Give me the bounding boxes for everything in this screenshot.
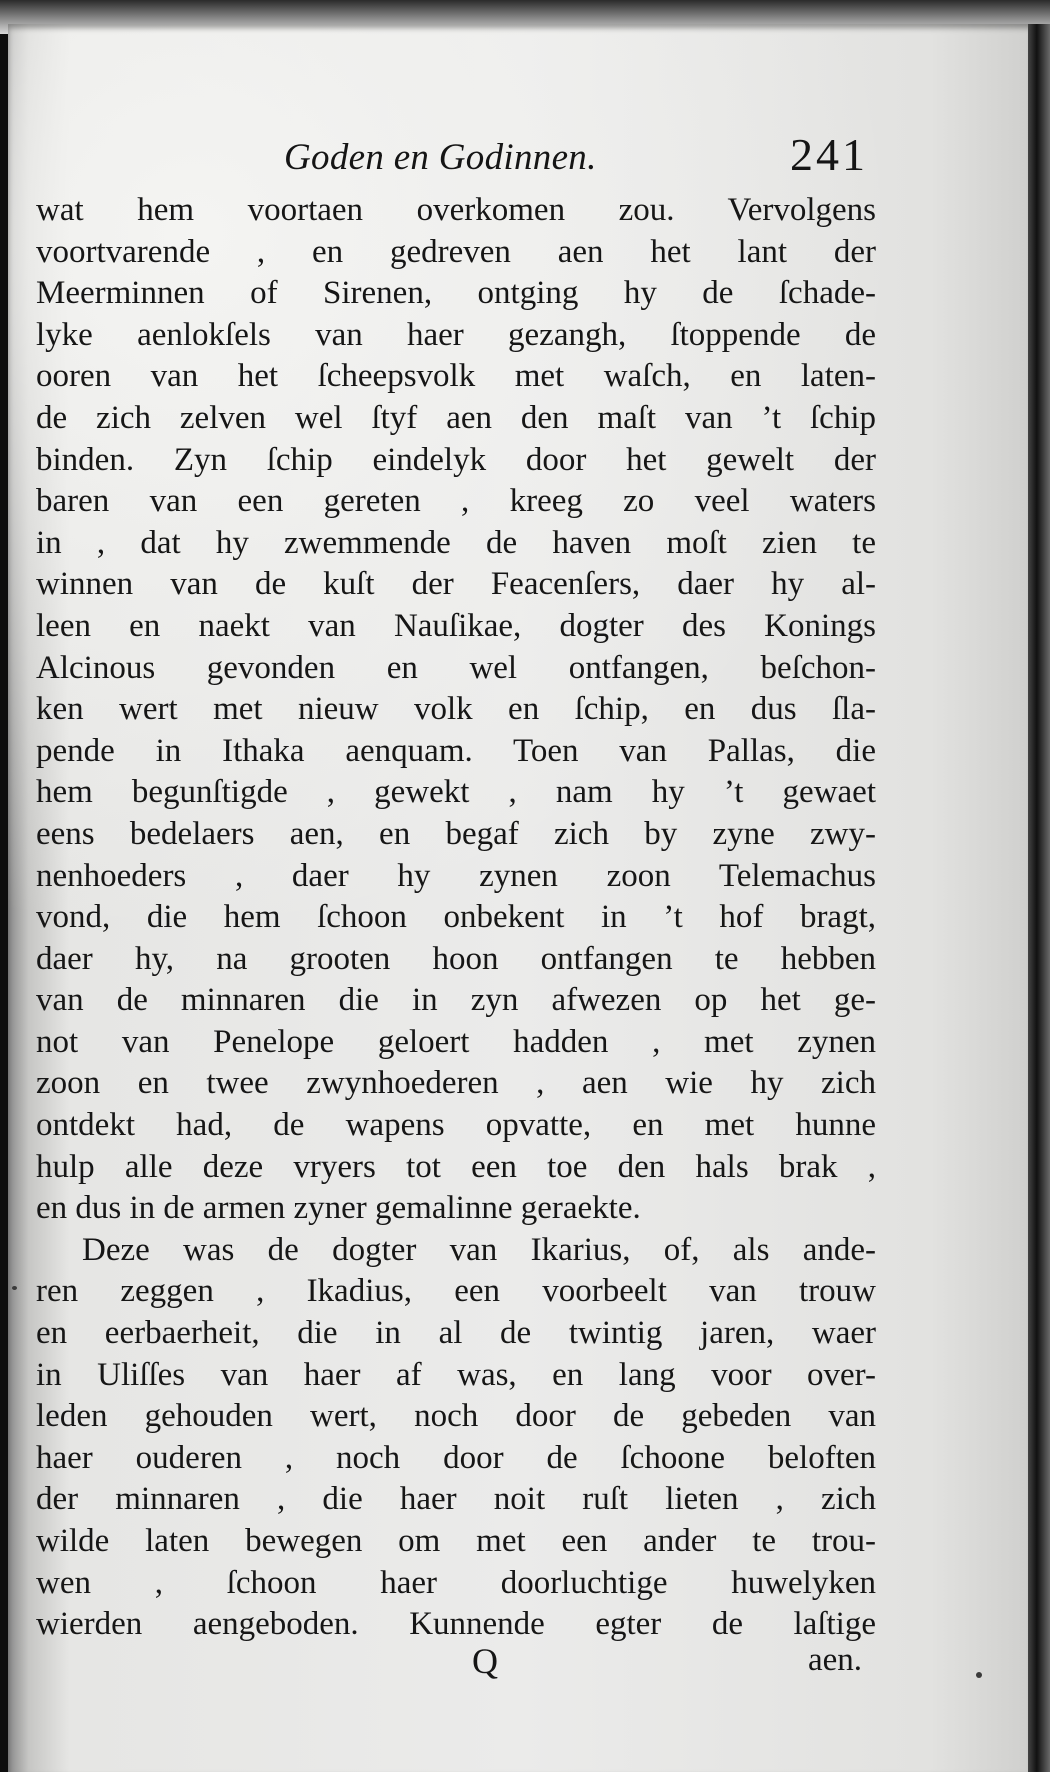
text-line: eens bedelaers aen, en begaf zich by zyne zwy- <box>36 815 876 852</box>
text-line: pende in Ithaka aenquam. Toen van Pallas, die <box>36 732 876 769</box>
ink-speck <box>976 1672 982 1678</box>
text-line: ren zeggen , Ikadius, een voorbeelt van trouw <box>36 1273 876 1310</box>
text-line: ontdekt had, de wapens opvatte, en met hunne <box>36 1107 876 1144</box>
text-line: de zich zelven wel ſtyf aen den maſt van ’t ſchip <box>36 399 876 436</box>
text-line: der minnaren , die haer noit ruſt lieten , zich <box>36 1481 876 1518</box>
signature-mark: Q <box>472 1641 498 1681</box>
text-line: not van Penelope geloert hadden , met zynen <box>36 1023 876 1060</box>
text-line: wilde laten bewegen om met een ander te trou- <box>36 1523 876 1559</box>
running-head-title: Goden en Godinnen. <box>284 137 597 178</box>
page-number: 241 <box>790 129 868 180</box>
text-line: Alcinous gevonden en wel ontfangen, beſchon- <box>36 649 876 686</box>
text-line: winnen van de kuſt der Feacenſers, daer hy al- <box>36 566 876 603</box>
text-line: leden gehouden wert, noch door de gebeden van <box>36 1398 876 1435</box>
text-line: leen en naekt van Nauſikae, dogter des Konings <box>36 607 876 644</box>
text-line: vond, die hem ſchoon onbekent in ’t hof bragt, <box>36 899 876 936</box>
text-line: ken wert met nieuw volk en ſchip, en dus ſla- <box>36 691 876 728</box>
text-line: in Uliſſes van haer af was, en lang voor over- <box>36 1356 876 1393</box>
text-line: haer ouderen , noch door de ſchoone beloften <box>36 1439 876 1476</box>
page-sheet <box>8 24 1032 1772</box>
text-line: wen , ſchoon haer doorluchtige huwelyken <box>36 1564 876 1601</box>
text-line: wat hem voortaen overkomen zou. Vervolgens <box>36 192 876 228</box>
text-line: hem begunſtigde , gewekt , nam hy ’t gewaet <box>36 774 876 811</box>
text-line: in , dat hy zwemmende de haven moſt zien te <box>36 524 876 561</box>
text-line: baren van een gereten , kreeg zo veel waters <box>36 483 876 520</box>
text-line: wierden aengeboden. Kunnende egter de laſtige <box>36 1606 876 1643</box>
text-line: daer hy, na grooten hoon ontfangen te hebben <box>36 940 876 977</box>
text-line: en dus in de armen zyner gemalinne geraekte. <box>36 1190 641 1227</box>
catchword: aen. <box>808 1642 863 1678</box>
body-text <box>36 190 876 1646</box>
page-footer <box>8 1640 1032 1700</box>
text-line: en eerbaerheit, die in al de twintig jaren, waer <box>36 1315 876 1352</box>
text-line: hulp alle deze vryers tot een toe den hals brak , <box>36 1148 876 1185</box>
ink-speck <box>12 1286 17 1290</box>
text-line: voortvarende , en gedreven aen het lant der <box>36 233 876 270</box>
text-line: nenhoeders , daer hy zynen zoon Telemachus <box>36 857 876 894</box>
text-line: van de minnaren die in zyn afwezen op het ge- <box>36 982 876 1019</box>
text-line: Deze was de dogter van Ikarius, of, als ande- <box>82 1231 876 1268</box>
text-line: Meerminnen of Sirenen, ontging hy de ſchade- <box>36 275 876 312</box>
text-line: ooren van het ſcheepsvolk met waſch, en laten- <box>36 358 876 395</box>
binding-shadow <box>1028 24 1050 1772</box>
text-line: lyke aenlokſels van haer gezangh, ſtoppende de <box>36 316 876 353</box>
running-head <box>8 128 1032 188</box>
text-line: binden. Zyn ſchip eindelyk door het gewelt der <box>36 441 876 478</box>
text-line: zoon en twee zwynhoederen , aen wie hy zich <box>36 1065 876 1102</box>
